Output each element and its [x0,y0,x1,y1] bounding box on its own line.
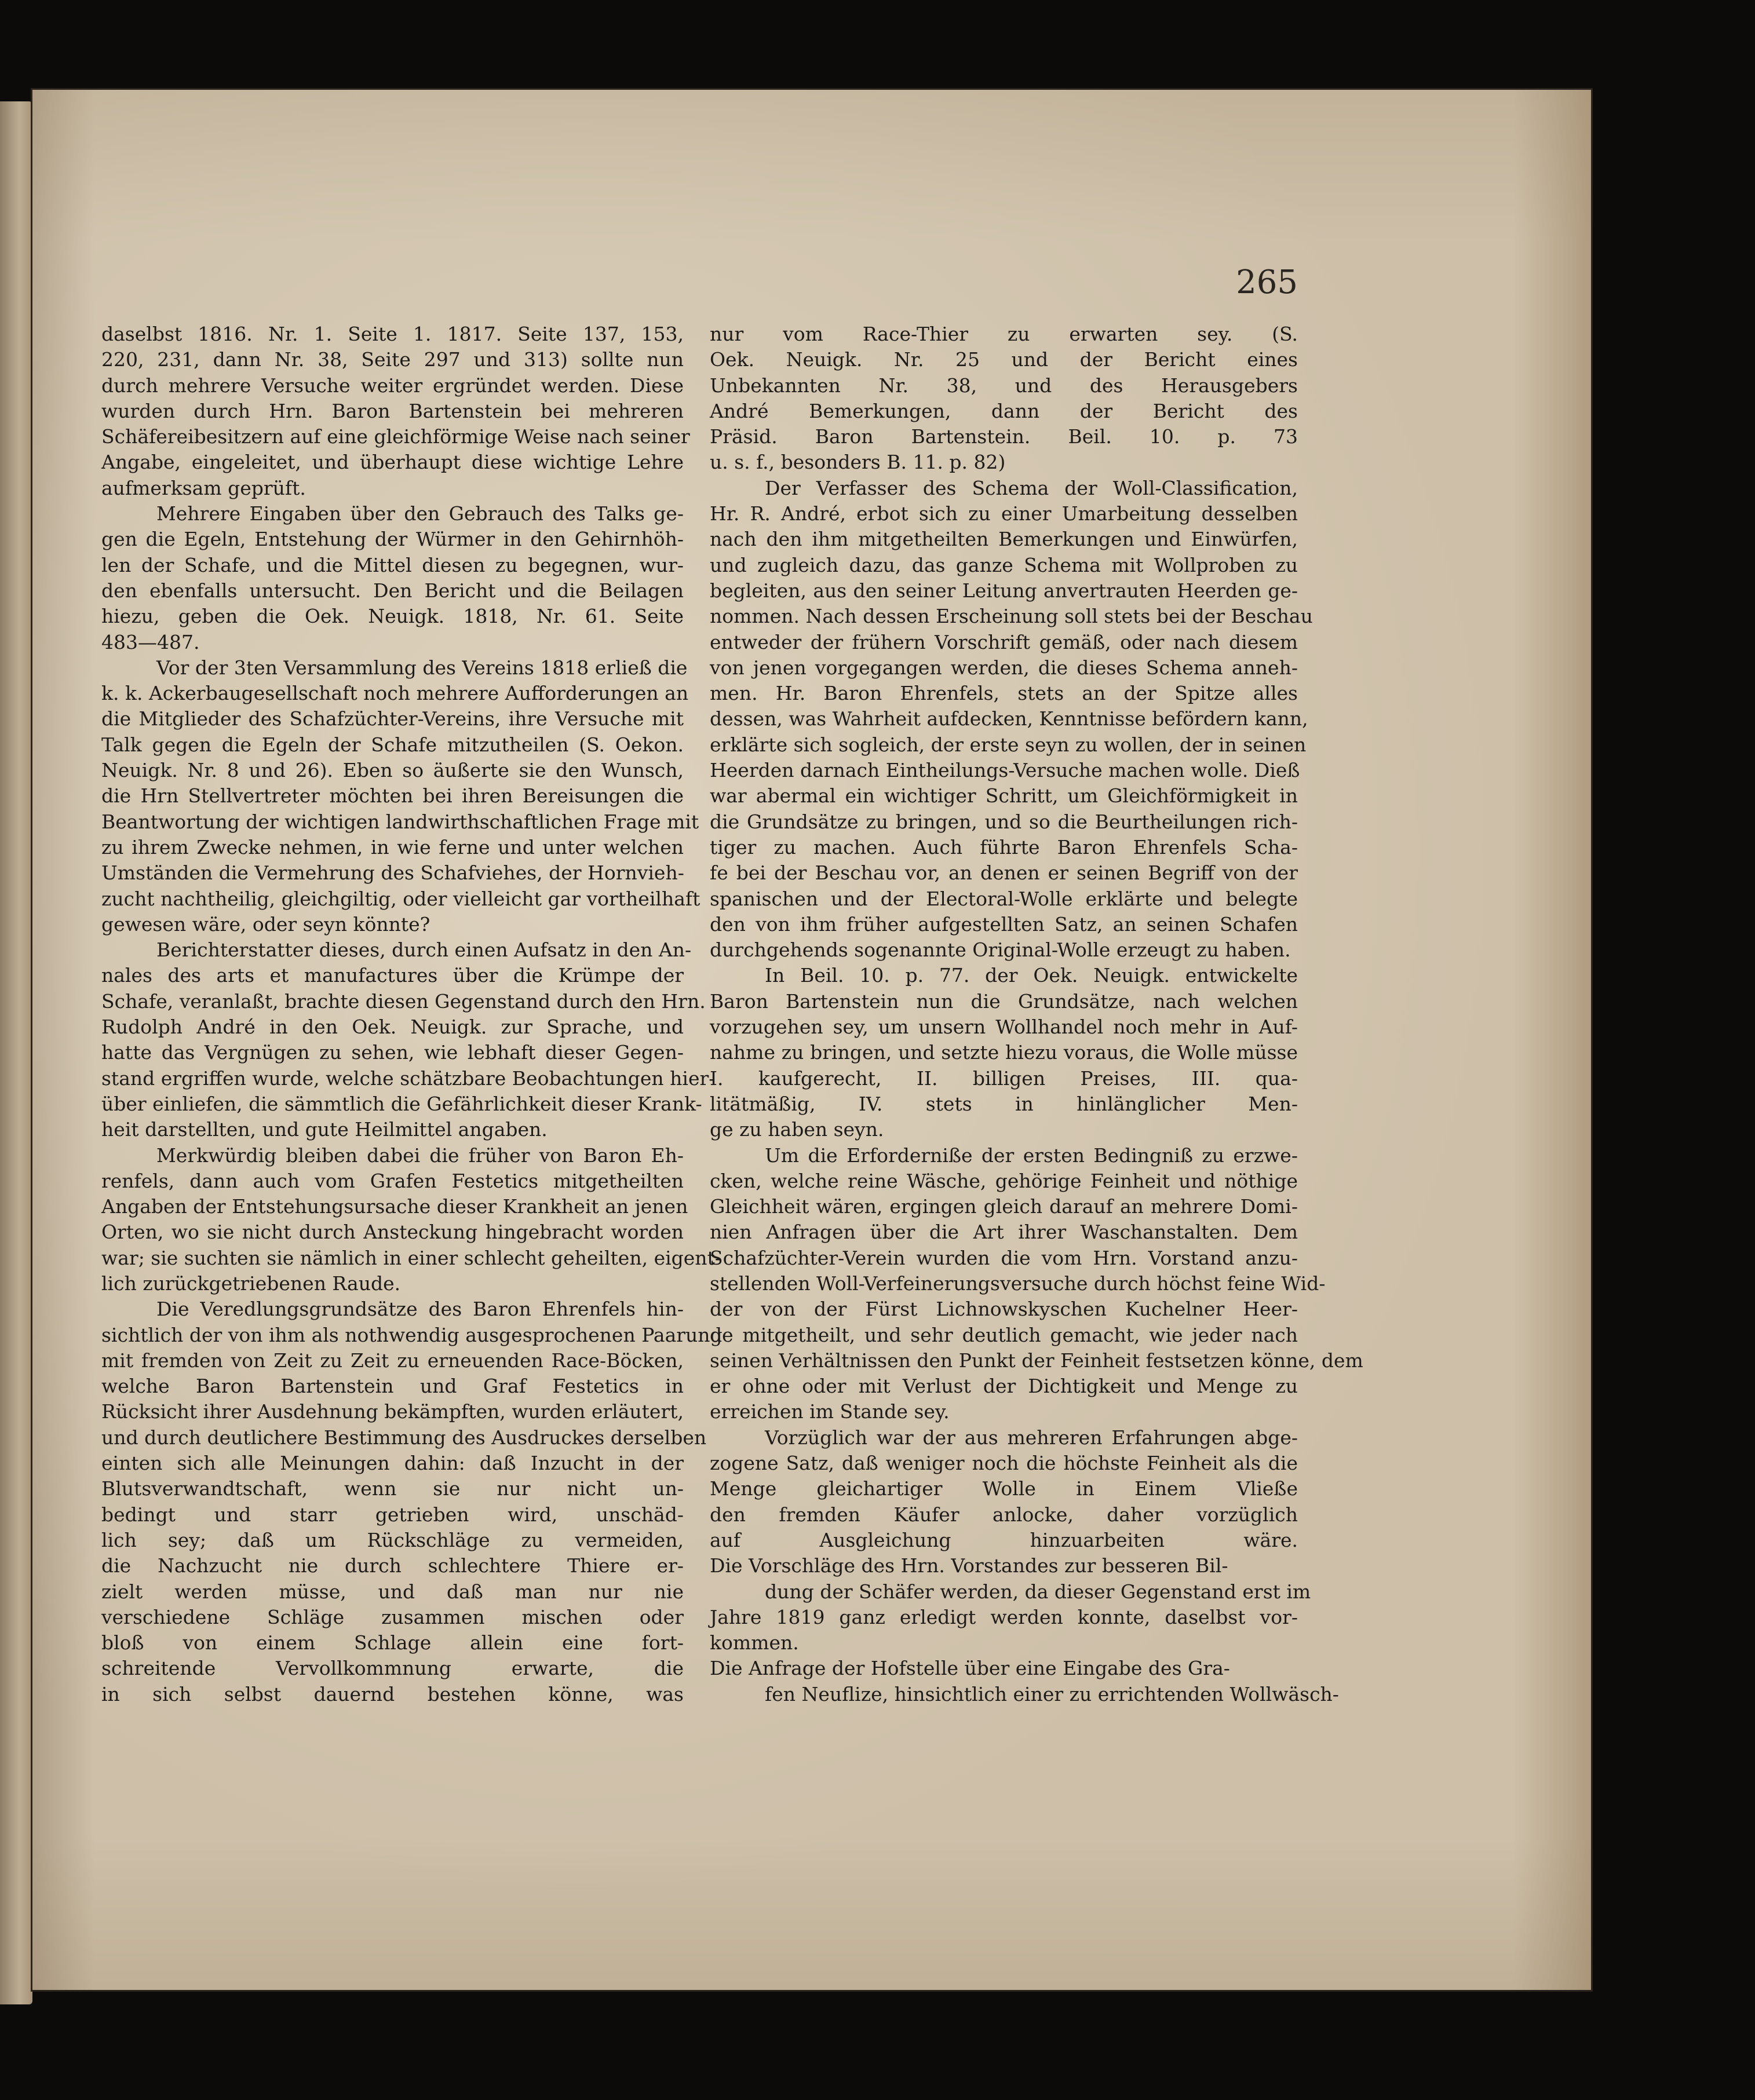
text-line: begleiten, aus den seiner Leitung anvertrauten Heerden ge- [710,579,1298,602]
text-line: den fremden Käufer anlocke, daher vorzüglich [710,1503,1298,1526]
text-line: André Bemerkungen, dann der Bericht des [710,399,1298,422]
text-line: zogene Satz, daß weniger noch die höchste Feinheit als die [710,1452,1298,1475]
text-line: die Hrn Stellvertreter möchten bei ihren Bereisungen die [101,784,684,808]
text-line: die Nachzucht nie durch schlechtere Thiere er- [101,1554,684,1577]
text-line: durchgehends sogenannte Original-Wolle erzeugt zu haben. [710,938,1291,962]
text-line: litätmäßig, IV. stets in hinlänglicher Men- [710,1092,1298,1115]
text-line: erreichen im Stande sey. [710,1400,950,1423]
text-line: sichtlich der von ihm als nothwendig ausgesprochenen Paarung [101,1323,723,1346]
text-line: Um die Erforderniße der ersten Bedingniß zu erzwe- [765,1144,1298,1167]
text-line: zucht nachtheilig, gleichgiltig, oder vielleicht gar vortheilhaft [101,887,700,910]
text-line: schreitende Vervollkommnung erwarte, die [101,1657,684,1680]
right-column [710,322,1363,1707]
text-line: wurden durch Hrn. Baron Bartenstein bei mehreren [101,399,684,422]
text-line: die Grundsätze zu bringen, und so die Beurtheilungen rich- [710,810,1298,833]
text-line: k. k. Ackerbaugesellschaft noch mehrere Aufforderungen an [101,682,689,705]
text-line: Neuigk. Nr. 8 und 26). Eben so äußerte sie den Wunsch, [101,759,684,782]
text-line: durch mehrere Versuche weiter ergründet werden. Diese [101,374,684,397]
text-line: Schafzüchter-Verein wurden die vom Hrn. Vorstand anzu- [710,1246,1298,1269]
text-line: Berichterstatter dieses, durch einen Aufsatz in den An- [156,938,692,962]
text-line: nales des arts et manufactures über die Krümpe der [101,964,684,987]
text-line: renfels, dann auch vom Grafen Festetics mitgetheilten [101,1169,684,1192]
text-line: Rücksicht ihrer Ausdehnung bekämpften, wurden erläutert, [101,1400,684,1423]
text-line: entweder der frühern Vorschrift gemäß, oder nach diesem [710,630,1298,653]
text-line: Angaben der Entstehungsursache dieser Krankheit an jenen [101,1195,688,1218]
text-line: Hr. R. André, erbot sich zu einer Umarbeitung desselben [710,502,1298,525]
text-line: daselbst 1816. Nr. 1. Seite 1. 1817. Seite 137, 153, [101,323,684,345]
text-line: vorzugehen sey, um unsern Wollhandel noch mehr in Auf- [710,1016,1298,1039]
text-line: de mitgetheilt, und sehr deutlich gemacht, wie jeder nach [710,1323,1298,1346]
text-line: heit darstellten, und gute Heilmittel angaben. [101,1118,548,1141]
text-line: Merkwürdig bleiben dabei die früher von Baron Eh- [156,1144,684,1167]
text-line: welche Baron Bartenstein und Graf Festetics in [101,1375,684,1398]
text-line: Heerden darnach Eintheilungs-Versuche machen wolle. Dieß [710,759,1300,782]
text-line: mit fremden von Zeit zu Zeit zu erneuenden Race-Böcken, [101,1349,684,1372]
text-line: tiger zu machen. Auch führte Baron Ehrenfels Scha- [710,835,1298,859]
text-line: in sich selbst dauernd bestehen könne, was [101,1682,684,1705]
text-line: Menge gleichartiger Wolle in Einem Vließe [710,1477,1298,1500]
text-line: den ebenfalls untersucht. Den Bericht und die Beilagen [101,579,684,602]
text-line: Die Anfrage der Hofstelle über eine Eingabe des Gra- [710,1657,1230,1680]
text-line: war abermal ein wichtiger Schritt, um Gleichförmigkeit in [710,784,1298,808]
text-line: Schafe, veranlaßt, brachte diesen Gegenstand durch den Hrn. [101,989,706,1013]
text-line: bedingt und starr getrieben wird, unschäd- [101,1503,684,1526]
text-line: die Mitglieder des Schafzüchter-Vereins, ihre Versuche mit [101,707,684,731]
text-line: Talk gegen die Egeln der Schafe mitzutheilen (S. Oekon. [101,733,684,756]
text-line: auf Ausgleichung hinzuarbeiten wäre. [710,1528,1298,1551]
text-line: Die Veredlungsgrundsätze des Baron Ehrenfels hin- [156,1298,684,1321]
text-line: stand ergriffen wurde, welche schätzbare Beobachtungen hier- [101,1067,716,1090]
text-line: len der Schafe, und die Mittel diesen zu begegnen, wur- [101,553,684,576]
text-line: lich sey; daß um Rückschläge zu vermeiden, [101,1528,684,1551]
text-line: men. Hr. Baron Ehrenfels, stets an der Spitze alles [710,682,1298,705]
text-line: 483—487. [101,630,200,653]
text-line: der von der Fürst Lichnowskyschen Kuchelner Heer- [710,1298,1298,1321]
text-line: Baron Bartenstein nun die Grundsätze, nach welchen [710,989,1298,1013]
text-line: ge zu haben seyn. [710,1118,884,1141]
text-line: kommen. [710,1631,799,1655]
text-line: 220, 231, dann Nr. 38, Seite 297 und 313) sollte nun [101,348,684,371]
left-column [101,322,723,1707]
text-line: aufmerksam geprüft. [101,476,306,499]
previous-page-edge [0,101,32,2004]
text-line: gewesen wäre, oder seyn könnte? [101,912,430,936]
text-line: erklärte sich sogleich, der erste seyn zu wollen, der in seinen [710,733,1307,756]
text-line: Schäfereibesitzern auf eine gleichförmige Weise nach seiner [101,425,690,448]
text-line: u. s. f., besonders B. 11. p. 82) [710,451,1006,474]
text-line: und durch deutlichere Bestimmung des Ausdruckes derselben [101,1426,707,1449]
text-line: war; sie suchten sie nämlich in einer schlecht geheilten, eigent- [101,1246,721,1269]
text-line: Die Vorschläge des Hrn. Vorstandes zur besseren Bil- [710,1554,1228,1577]
text-line: nur vom Race-Thier zu erwarten sey. (S. [710,323,1298,345]
text-line: einten sich alle Meinungen dahin: daß Inzucht in der [101,1452,684,1475]
text-line: Präsid. Baron Bartenstein. Beil. 10. p. 73 [710,425,1298,448]
text-line: Blutsverwandtschaft, wenn sie nur nicht un- [101,1477,684,1500]
text-line: Rudolph André in den Oek. Neuigk. zur Sprache, und [101,1016,684,1039]
text-line: nahme zu bringen, und setzte hiezu voraus, die Wolle müsse [710,1041,1298,1064]
text-line: Der Verfasser des Schema der Woll-Classification, [765,476,1298,499]
text-line: seinen Verhältnissen den Punkt der Feinheit festsetzen könne, dem [710,1349,1363,1372]
text-line: hatte das Vergnügen zu sehen, wie lebhaft dieser Gegen- [101,1041,684,1064]
text-line: Beantwortung der wichtigen landwirthschaftlichen Frage mit [101,810,699,833]
text-line: I. kaufgerecht, II. billigen Preises, III. qua- [710,1067,1298,1090]
text-line: bloß von einem Schlage allein eine fort- [101,1631,684,1655]
text-line: nommen. Nach dessen Erscheinung soll stets bei der Beschau [710,605,1313,628]
text-line: nien Anfragen über die Art ihrer Waschanstalten. Dem [710,1221,1298,1244]
text-line: Unbekannten Nr. 38, und des Herausgebers [710,374,1298,397]
text-line: er ohne oder mit Verlust der Dichtigkeit und Menge zu [710,1375,1298,1398]
text-line: Vor der 3ten Versammlung des Vereins 1818 erließ die [156,656,688,679]
text-line: von jenen vorgegangen werden, die dieses Schema anneh- [710,656,1298,679]
text-line: hiezu, geben die Oek. Neuigk. 1818, Nr. 61. Seite [101,605,684,628]
text-line: fe bei der Beschau vor, an denen er seinen Begriff von der [710,861,1298,885]
text-line: über einliefen, die sämmtlich die Gefährlichkeit dieser Krank- [101,1092,702,1115]
text-line: lich zurückgetriebenen Raude. [101,1272,401,1295]
page-number: 265 [1236,264,1298,301]
text-line: stellenden Woll-Verfeinerungsversuche durch höchst feine Wid- [710,1272,1326,1295]
text-line: spanischen und der Electoral-Wolle erklärte und belegte [710,887,1298,910]
text-line: Orten, wo sie nicht durch Ansteckung hingebracht worden [101,1221,684,1244]
text-line: Mehrere Eingaben über den Gebrauch des Talks ge- [156,502,684,525]
text-line: den von ihm früher aufgestellten Satz, an seinen Schafen [710,912,1298,936]
text-line: dung der Schäfer werden, da dieser Gegenstand erst im [765,1580,1311,1603]
text-line: Jahre 1819 ganz erledigt werden konnte, daselbst vor- [710,1605,1298,1628]
text-line: zielt werden müsse, und daß man nur nie [101,1580,684,1603]
text-line: nach den ihm mitgetheilten Bemerkungen und Einwürfen, [710,528,1298,551]
text-line: gen die Egeln, Entstehung der Würmer in den Gehirnhöh- [101,528,684,551]
text-line: zu ihrem Zwecke nehmen, in wie ferne und unter welchen [101,835,684,859]
text-line: Umständen die Vermehrung des Schafviehes, der Hornvieh- [101,861,684,885]
text-line: dessen, was Wahrheit aufdecken, Kenntnisse befördern kann, [710,707,1308,731]
text-line: cken, welche reine Wäsche, gehörige Feinheit und nöthige [710,1169,1298,1192]
text-line: und zugleich dazu, das ganze Schema mit Wollproben zu [710,553,1298,576]
text-line: Oek. Neuigk. Nr. 25 und der Bericht eines [710,348,1298,371]
text-line: Gleichheit wären, ergingen gleich darauf an mehrere Domi- [710,1195,1298,1218]
text-line: verschiedene Schläge zusammen mischen oder [101,1605,684,1628]
text-line: fen Neuflize, hinsichtlich einer zu errichtenden Wollwäsch- [765,1682,1339,1705]
text-line: Vorzüglich war der aus mehreren Erfahrungen abge- [765,1426,1298,1449]
text-line: In Beil. 10. p. 77. der Oek. Neuigk. entwickelte [765,964,1298,987]
text-line: Angabe, eingeleitet, und überhaupt diese wichtige Lehre [101,451,684,474]
